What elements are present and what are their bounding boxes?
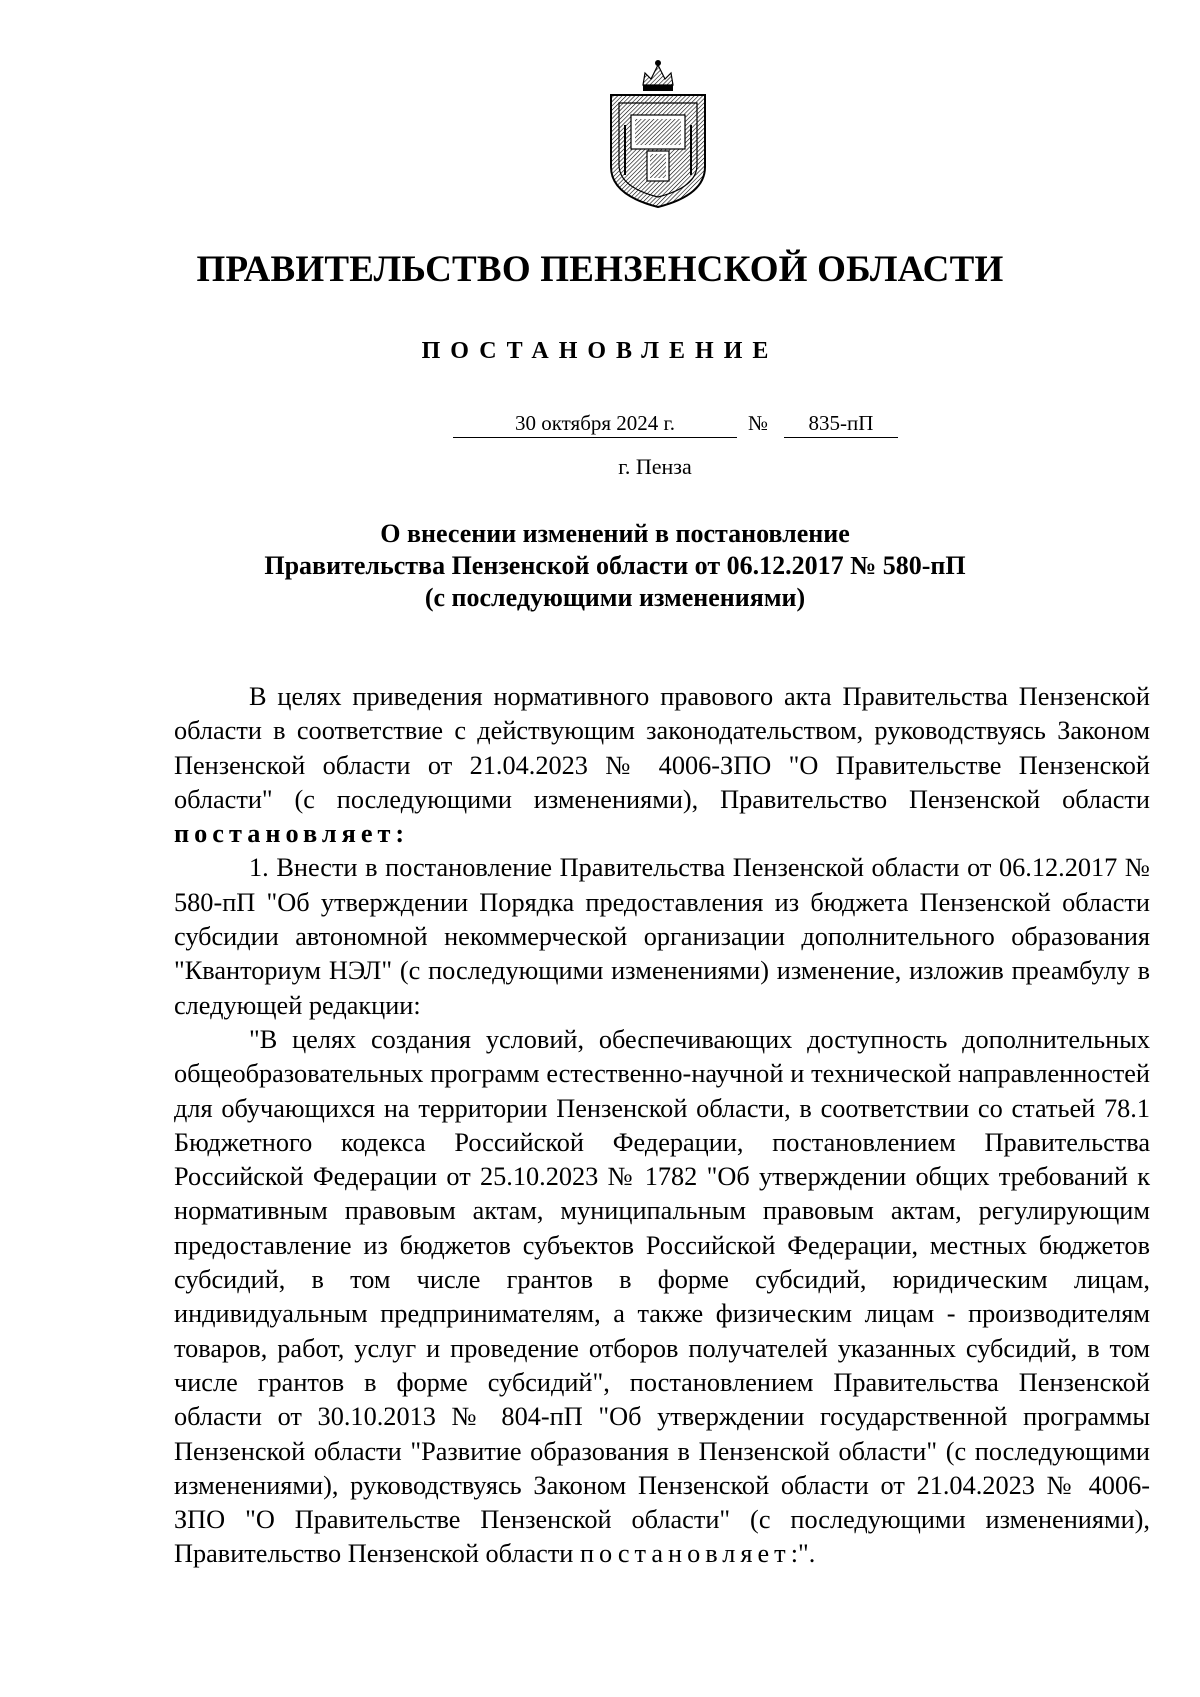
preamble-text: В целях приведения нормативного правового акта Правительства Пензенской области в соответствие с действующим законодательством, руководствуясь Законом Пензенской области от 21.04.2023 № 4006-ЗПО "О Правительстве Пензенской области" (с последующими изменениями), Правительство Пензенской области [174,682,1150,814]
document-type: ПОСТАНОВЛЕНИЕ [421,338,779,364]
paragraph-item-1: 1. Внести в постановление Правительства Пензенской области от 06.12.2017 № 580-пП "Об утверждении Порядка предоставления из бюджета Пензенской области субсидии автономной некоммерческой организации дополнительного образования "Кванториум НЭЛ" (с последующими изменениями) изменение, изложив преамбулу в следующей редакции: [174,853,1150,1020]
new-preamble-text: "В целях создания условий, обеспечивающих доступность дополнительных общеобразовательных программ естественно-научной и технической направленностей для обучающихся на территории Пензенской области, в соответствии со статьей 78.1 Бюджетного кодекса Российской Федерации, постановлением Правительства Российской Федерации от 25.10.2023 № 1782 "Об утверждении общих требований к нормативным правовым актам, муниципальным правовым актам, регулирующим предоставление из бюджетов субъектов Российской Федерации, местных бюджетов субсидий, в том числе грантов в форме субсидий, юридическим лицам, индивидуальным предпринимателям, а также физическим лицам - производителям товаров, работ, услуг и проведение отборов получателей указанных субсидий, в том числе грантов в форме субсидий", постановлением Правительства Пензенской области от 30.10.2013 № 804-пП "Об утверждении государственной программы Пензенской области "Развитие образования в Пензенской области" (с последующими изменениями), руководствуясь Законом Пензенской области от 21.04.2023 № 4006-ЗПО "О Правительстве Пензенской области" (с последующими изменениями), Правительство Пензенской области [174,1024,1150,1569]
document-body [174,680,1150,1572]
coat-of-arms-emblem [603,55,713,210]
resolves-keyword: постановляет: [174,819,410,849]
paragraph-new-preamble [174,1023,1150,1572]
heading-line-2: Правительства Пензенской области от 06.12.2017 № 580-пП [264,551,966,580]
heading-line-1: О внесении изменений в постановление [380,519,850,548]
document-date: 30 октября 2024 г. [453,409,737,438]
new-preamble-end: :". [790,1539,816,1569]
heading-line-3: (с последующими изменениями) [424,583,806,612]
new-preamble-keyword: постановляет [579,1539,791,1569]
document-heading [0,518,1200,614]
document-number: 835-пП [784,409,898,438]
city-line: г. Пенза [618,454,692,479]
paragraph-preamble [174,680,1150,851]
number-sign: № [748,411,769,435]
organization-title: ПРАВИТЕЛЬСТВО ПЕНЗЕНСКОЙ ОБЛАСТИ [196,249,1004,290]
